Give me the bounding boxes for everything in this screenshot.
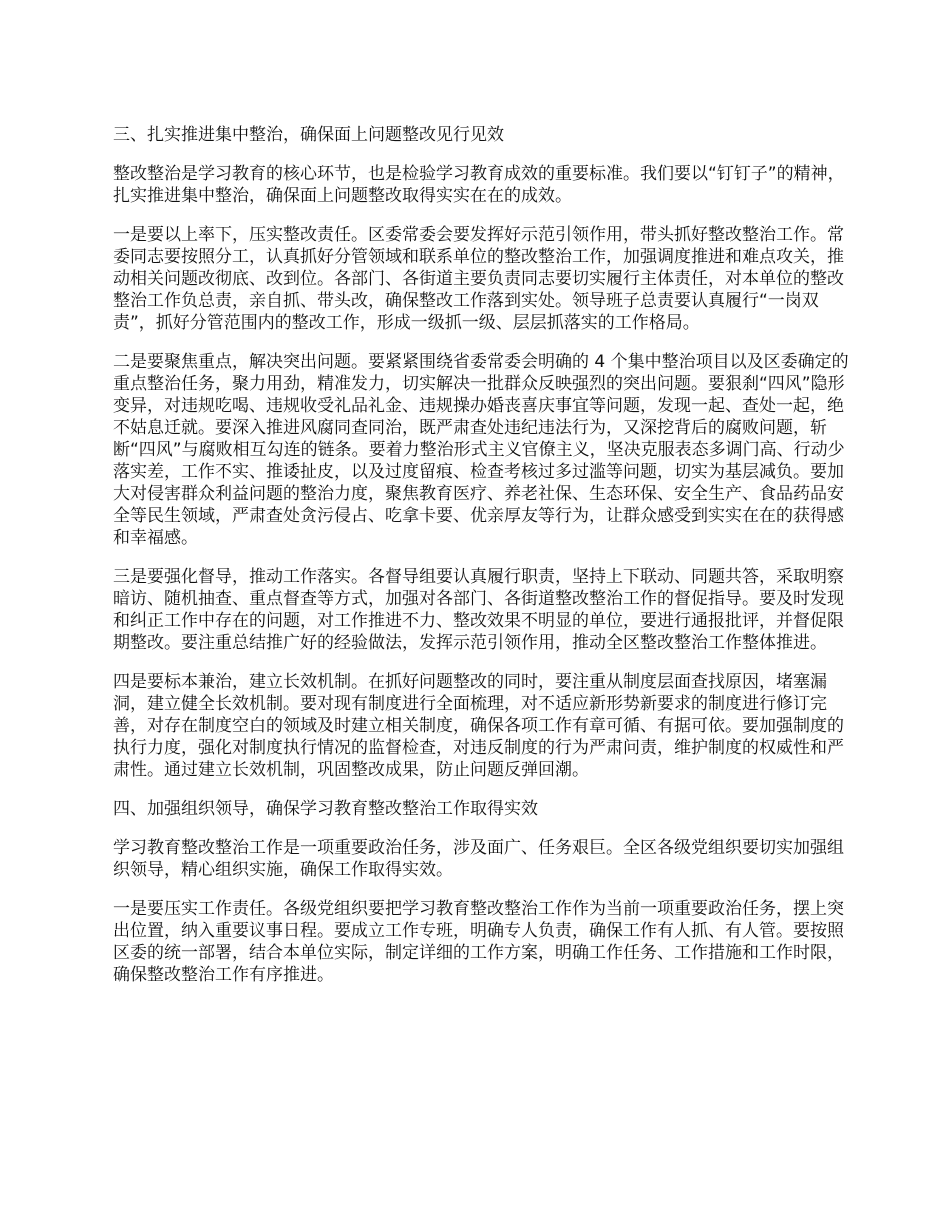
section-heading-3: 三、扎实推进集中整治，确保面上问题整改见行见效: [113, 125, 504, 145]
paragraph-3-point-4: 四是要标本兼治，建立长效机制。在抓好问题整改的同时，要注重从制度层面查找原因，堵塞漏洞，建立健全长效机制。要对现有制度进行全面梳理，对不适应新形势新要求的制度进行修订完善，对存在制度空白的领域及时建立相关制度，确保各项工作有章可循、有据可依。要加强制度的执行力度，强化对制度执行情况的监督检查，对违反制度的行为严肃问责，维护制度的权威性和严肃性。通过建立长效机制，巩固整改成果，防止问题反弹回潮。: [113, 672, 844, 780]
paragraph-3-point-2: 二是要聚焦重点，解决突出问题。要紧紧围绕省委常委会明确的 4 个集中整治项目以及区委确定的重点整治任务，聚力用劲，精准发力，切实解决一批群众反映强烈的突出问题。要狠刹“四风”隐形变异，对违规吃喝、违规收受礼品礼金、违规操办婚丧喜庆事宜等问题，发现一起、查处一起，绝不姑息迁就。要深入推进风腐同查同治，既严肃查处违纪违法行为，又深挖背后的腐败问题，斩断“四风”与腐败相互勾连的链条。要着力整治形式主义官僚主义，坚决克服表态多调门高、行动少落实差，工作不实、推诿扯皮，以及过度留痕、检查考核过多过滥等问题，切实为基层减负。要加大对侵害群众利益问题的整治力度，聚焦教育医疗、养老社保、生态环保、安全生产、食品药品安全等民生领域，严肃查处贪污侵占、吃拿卡要、优亲厚友等行为，让群众感受到实实在在的获得感和幸福感。: [113, 352, 849, 548]
paragraph-4-point-1: 一是要压实工作责任。各级党组织要把学习教育整改整治工作作为当前一项重要政治任务，摆上突出位置，纳入重要议事日程。要成立工作专班，明确专人负责，确保工作有人抓、有人管。要按照区委的统一部署，结合本单位实际，制定详细的工作方案，明确工作任务、工作措施和工作时限，确保整改整治工作有序推进。: [113, 899, 844, 985]
section-heading-4: 四、加强组织领导，确保学习教育整改整治工作取得实效: [113, 799, 538, 819]
paragraph-3-intro: 整改整治是学习教育的核心环节，也是检验学习教育成效的重要标准。我们要以“钉钉子”的精神，扎实推进集中整治，确保面上问题整改取得实实在在的成效。: [113, 164, 845, 206]
paragraph-3-point-3: 三是要强化督导，推动工作落实。各督导组要认真履行职责，坚持上下联动、同题共答，采取明察暗访、随机抽查、重点督查等方式，加强对各部门、各街道整改整治工作的督促指导。要及时发现和纠正工作中存在的问题，对工作推进不力、整改效果不明显的单位，要进行通报批评，并督促限期整改。要注重总结推广好的经验做法，发挥示范引领作用，推动全区整改整治工作整体推进。: [113, 567, 844, 653]
document-body: [113, 124, 858, 1003]
paragraph-4-intro: 学习教育整改整治工作是一项重要政治任务，涉及面广、任务艰巨。全区各级党组织要切实加强组织领导，精心组织实施，确保工作取得实效。: [113, 838, 844, 880]
paragraph-3-point-1: 一是要以上率下，压实整改责任。区委常委会要发挥好示范引领作用，带头抓好整改整治工作。常委同志要按照分工，认真抓好分管领域和联系单位的整改整治工作，加强调度推进和难点攻关，推动相关问题改彻底、改到位。各部门、各街道主要负责同志要切实履行主体责任，对本单位的整改整治工作负总责，亲自抓、带头改，确保整改工作落到实处。领导班子总责要认真履行“一岗双责”，抓好分管范围内的整改工作，形成一级抓一级、层层抓落实的工作格局。: [113, 225, 844, 333]
